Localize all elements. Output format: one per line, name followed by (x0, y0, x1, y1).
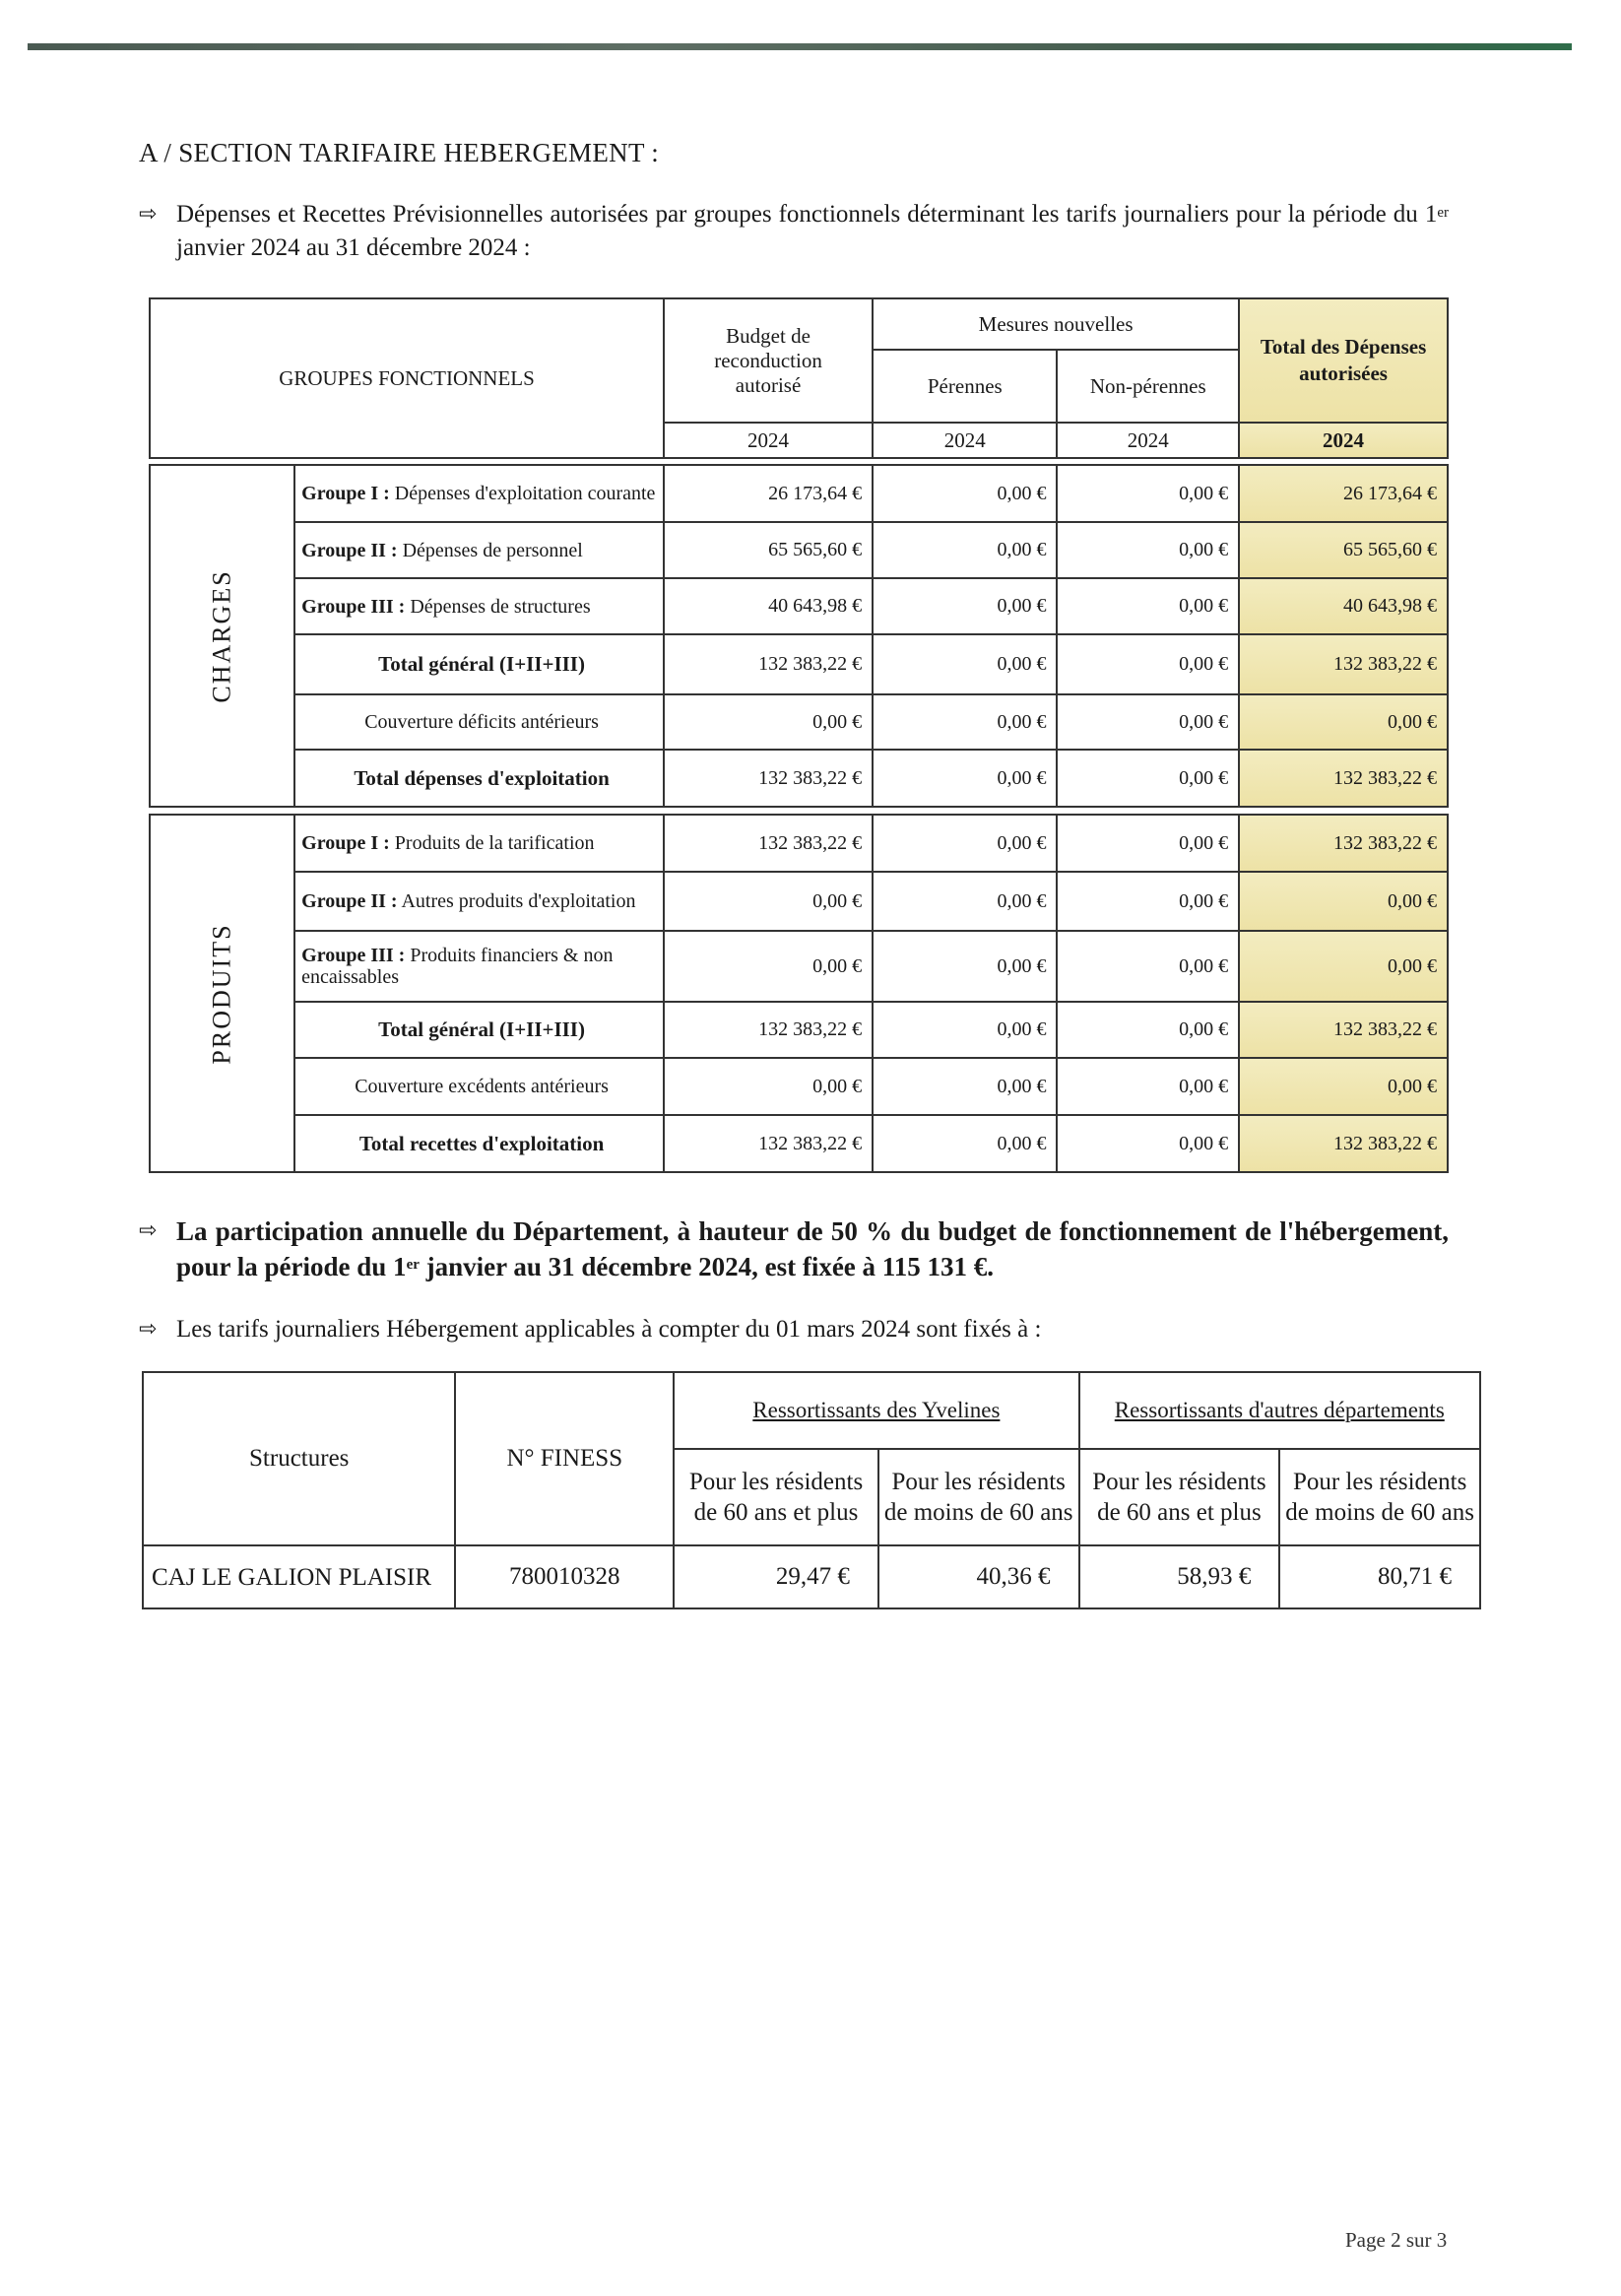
cell-au-60-plus: 58,93 € (1079, 1545, 1280, 1608)
year-non-perennes: 2024 (1057, 423, 1239, 458)
year-perennes: 2024 (873, 423, 1057, 458)
cell-perennes: 0,00 € (873, 1058, 1057, 1115)
header-au-moins-60: Pour les résidents de moins de 60 ans (1279, 1449, 1480, 1545)
row-label (294, 750, 664, 807)
cell-perennes: 0,00 € (873, 1002, 1057, 1058)
header-au-60-plus: Pour les résidents de 60 ans et plus (1079, 1449, 1280, 1545)
cell-total: 40 643,98 € (1239, 578, 1448, 634)
cell-total: 0,00 € (1239, 694, 1448, 750)
cell-budget: 132 383,22 € (664, 750, 873, 807)
cell-yv-moins-60: 40,36 € (878, 1545, 1079, 1608)
year-total: 2024 (1239, 423, 1448, 458)
cell-au-moins-60: 80,71 € (1279, 1545, 1480, 1608)
header-ressortissants-autres: Ressortissants d'autres départements (1114, 1398, 1445, 1422)
cell-structure: CAJ LE GALION PLAISIR (143, 1545, 455, 1608)
cell-budget: 132 383,22 € (664, 634, 873, 694)
table-row (150, 1002, 1448, 1058)
row-label-bold: Groupe II : (301, 539, 398, 561)
intro-text-a: Dépenses et Recettes Prévisionnelles autorisées par groupes fonctionnels déterminant les tarifs journaliers pour la période du 1 (176, 201, 1438, 228)
row-label-bold: Total général (I+II+III) (378, 652, 585, 676)
table-row (143, 1545, 1480, 1608)
row-label (294, 578, 664, 634)
row-label (294, 815, 664, 872)
charges-label-text: CHARGES (207, 568, 236, 703)
table-row (150, 522, 1448, 578)
row-label-bold: Groupe III : (301, 595, 406, 618)
row-label (294, 1058, 664, 1115)
cell-total: 0,00 € (1239, 872, 1448, 931)
header-yv-60-plus: Pour les résidents de 60 ans et plus (674, 1449, 878, 1545)
row-label-bold: Total dépenses d'exploitation (354, 765, 610, 790)
header-finess: N° FINESS (455, 1372, 674, 1545)
header-structures: Structures (143, 1372, 455, 1545)
page-number: Page 2 sur 3 (1345, 2228, 1448, 2252)
row-label (294, 872, 664, 931)
table-row (150, 750, 1448, 807)
cell-non-perennes: 0,00 € (1057, 634, 1239, 694)
section-heading: A / SECTION TARIFAIRE HEBERGEMENT : (139, 138, 660, 167)
table-row (150, 694, 1448, 750)
row-label-bold: Groupe II : (301, 890, 398, 912)
row-label-text: Produits financiers & non encaissables (301, 945, 614, 988)
cell-non-perennes: 0,00 € (1057, 1115, 1239, 1172)
cell-perennes: 0,00 € (873, 872, 1057, 931)
row-label (294, 522, 664, 578)
row-label (294, 1115, 664, 1172)
cell-non-perennes: 0,00 € (1057, 1002, 1239, 1058)
arrow-right-icon: ⇨ (139, 1317, 158, 1342)
cell-perennes: 0,00 € (873, 1115, 1057, 1172)
cell-non-perennes: 0,00 € (1057, 872, 1239, 931)
cell-budget: 132 383,22 € (664, 1002, 873, 1058)
cell-total: 132 383,22 € (1239, 750, 1448, 807)
header-budget-reconduction: Budget de reconduction autorisé (664, 298, 873, 423)
cell-finess: 780010328 (455, 1545, 674, 1608)
cell-total: 132 383,22 € (1239, 634, 1448, 694)
cell-perennes: 0,00 € (873, 815, 1057, 872)
table-row (150, 465, 1448, 522)
cell-budget: 26 173,64 € (664, 465, 873, 522)
row-label-bold: Groupe III : (301, 945, 406, 966)
cell-non-perennes: 0,00 € (1057, 750, 1239, 807)
cell-non-perennes: 0,00 € (1057, 578, 1239, 634)
row-label-text: Couverture déficits antérieurs (364, 711, 599, 733)
cell-budget: 0,00 € (664, 931, 873, 1002)
tarifs-table (142, 1371, 1481, 1609)
cell-non-perennes: 0,00 € (1057, 815, 1239, 872)
participation-text-a: La participation annuelle du Département, à hauteur de 50 % du budget de fonctionnement de l'hébergement, pour la période du 1 (176, 1216, 1449, 1281)
table-row (150, 815, 1448, 872)
table-row (150, 931, 1448, 1002)
row-label-text: Dépenses d'exploitation courante (389, 483, 656, 504)
cell-budget: 132 383,22 € (664, 815, 873, 872)
row-label (294, 634, 664, 694)
cell-perennes: 0,00 € (873, 931, 1057, 1002)
cell-perennes: 0,00 € (873, 634, 1057, 694)
cell-budget: 0,00 € (664, 872, 873, 931)
cell-total: 26 173,64 € (1239, 465, 1448, 522)
participation-sup: er (406, 1257, 420, 1273)
header-yv-moins-60: Pour les résidents de moins de 60 ans (878, 1449, 1079, 1545)
cell-total: 132 383,22 € (1239, 815, 1448, 872)
row-label-bold: Total général (I+II+III) (378, 1017, 585, 1041)
cell-total: 0,00 € (1239, 1058, 1448, 1115)
row-label (294, 931, 664, 1002)
cell-total: 65 565,60 € (1239, 522, 1448, 578)
cell-non-perennes: 0,00 € (1057, 694, 1239, 750)
cell-budget: 0,00 € (664, 694, 873, 750)
row-label-text: Dépenses de structures (405, 595, 591, 618)
row-label-text: Dépenses de personnel (397, 539, 583, 561)
table-row (150, 872, 1448, 931)
header-perennes: Pérennes (873, 350, 1057, 423)
intro-text-b: janvier 2024 au 31 décembre 2024 : (176, 234, 531, 261)
header-groupes-fonctionnels: GROUPES FONCTIONNELS (150, 298, 664, 458)
cell-perennes: 0,00 € (873, 578, 1057, 634)
year-budget: 2024 (664, 423, 873, 458)
header-non-perennes: Non-pérennes (1057, 350, 1239, 423)
arrow-right-icon: ⇨ (139, 202, 158, 227)
charges-vertical-label (150, 465, 294, 807)
cell-non-perennes: 0,00 € (1057, 522, 1239, 578)
cell-perennes: 0,00 € (873, 750, 1057, 807)
participation-text-b: janvier au 31 décembre 2024, est fixée à 115 131 €. (419, 1252, 995, 1281)
cell-perennes: 0,00 € (873, 465, 1057, 522)
table-row (150, 634, 1448, 694)
arrow-right-icon: ⇨ (139, 1218, 158, 1243)
header-ressortissants-yvelines: Ressortissants des Yvelines (752, 1398, 1001, 1422)
row-label-bold: Groupe I : (301, 483, 390, 504)
row-label-text: Couverture excédents antérieurs (355, 1076, 609, 1097)
row-label-text: Autres produits d'exploitation (397, 890, 636, 912)
table-row (150, 1058, 1448, 1115)
tarifs-intro-text: Les tarifs journaliers Hébergement applicables à compter du 01 mars 2024 sont fixés à : (176, 1316, 1042, 1343)
cell-non-perennes: 0,00 € (1057, 465, 1239, 522)
header-mesures-nouvelles: Mesures nouvelles (873, 298, 1239, 350)
cell-budget: 132 383,22 € (664, 1115, 873, 1172)
cell-perennes: 0,00 € (873, 694, 1057, 750)
top-rule (28, 43, 1572, 50)
cell-budget: 0,00 € (664, 1058, 873, 1115)
produits-vertical-label (150, 815, 294, 1172)
cell-non-perennes: 0,00 € (1057, 931, 1239, 1002)
row-label-text: Produits de la tarification (389, 832, 595, 854)
cell-budget: 65 565,60 € (664, 522, 873, 578)
cell-budget: 40 643,98 € (664, 578, 873, 634)
row-label (294, 1002, 664, 1058)
produits-label-text: PRODUITS (207, 922, 236, 1065)
cell-total: 132 383,22 € (1239, 1002, 1448, 1058)
cell-yv-60-plus: 29,47 € (674, 1545, 878, 1608)
table-row (150, 1115, 1448, 1172)
table-row (150, 578, 1448, 634)
row-label (294, 465, 664, 522)
header-total-depenses: Total des Dépenses autorisées (1239, 298, 1448, 423)
row-label-bold: Total recettes d'exploitation (358, 1131, 605, 1155)
cell-non-perennes: 0,00 € (1057, 1058, 1239, 1115)
cell-perennes: 0,00 € (873, 522, 1057, 578)
participation-paragraph (139, 1214, 1449, 1284)
row-label-bold: Groupe I : (301, 832, 390, 854)
cell-total: 132 383,22 € (1239, 1115, 1448, 1172)
tarifs-intro-paragraph (139, 1313, 1449, 1346)
budget-table (149, 297, 1449, 1173)
intro-sup: er (1437, 205, 1449, 221)
intro-paragraph (139, 198, 1449, 265)
cell-total: 0,00 € (1239, 931, 1448, 1002)
row-label (294, 694, 664, 750)
